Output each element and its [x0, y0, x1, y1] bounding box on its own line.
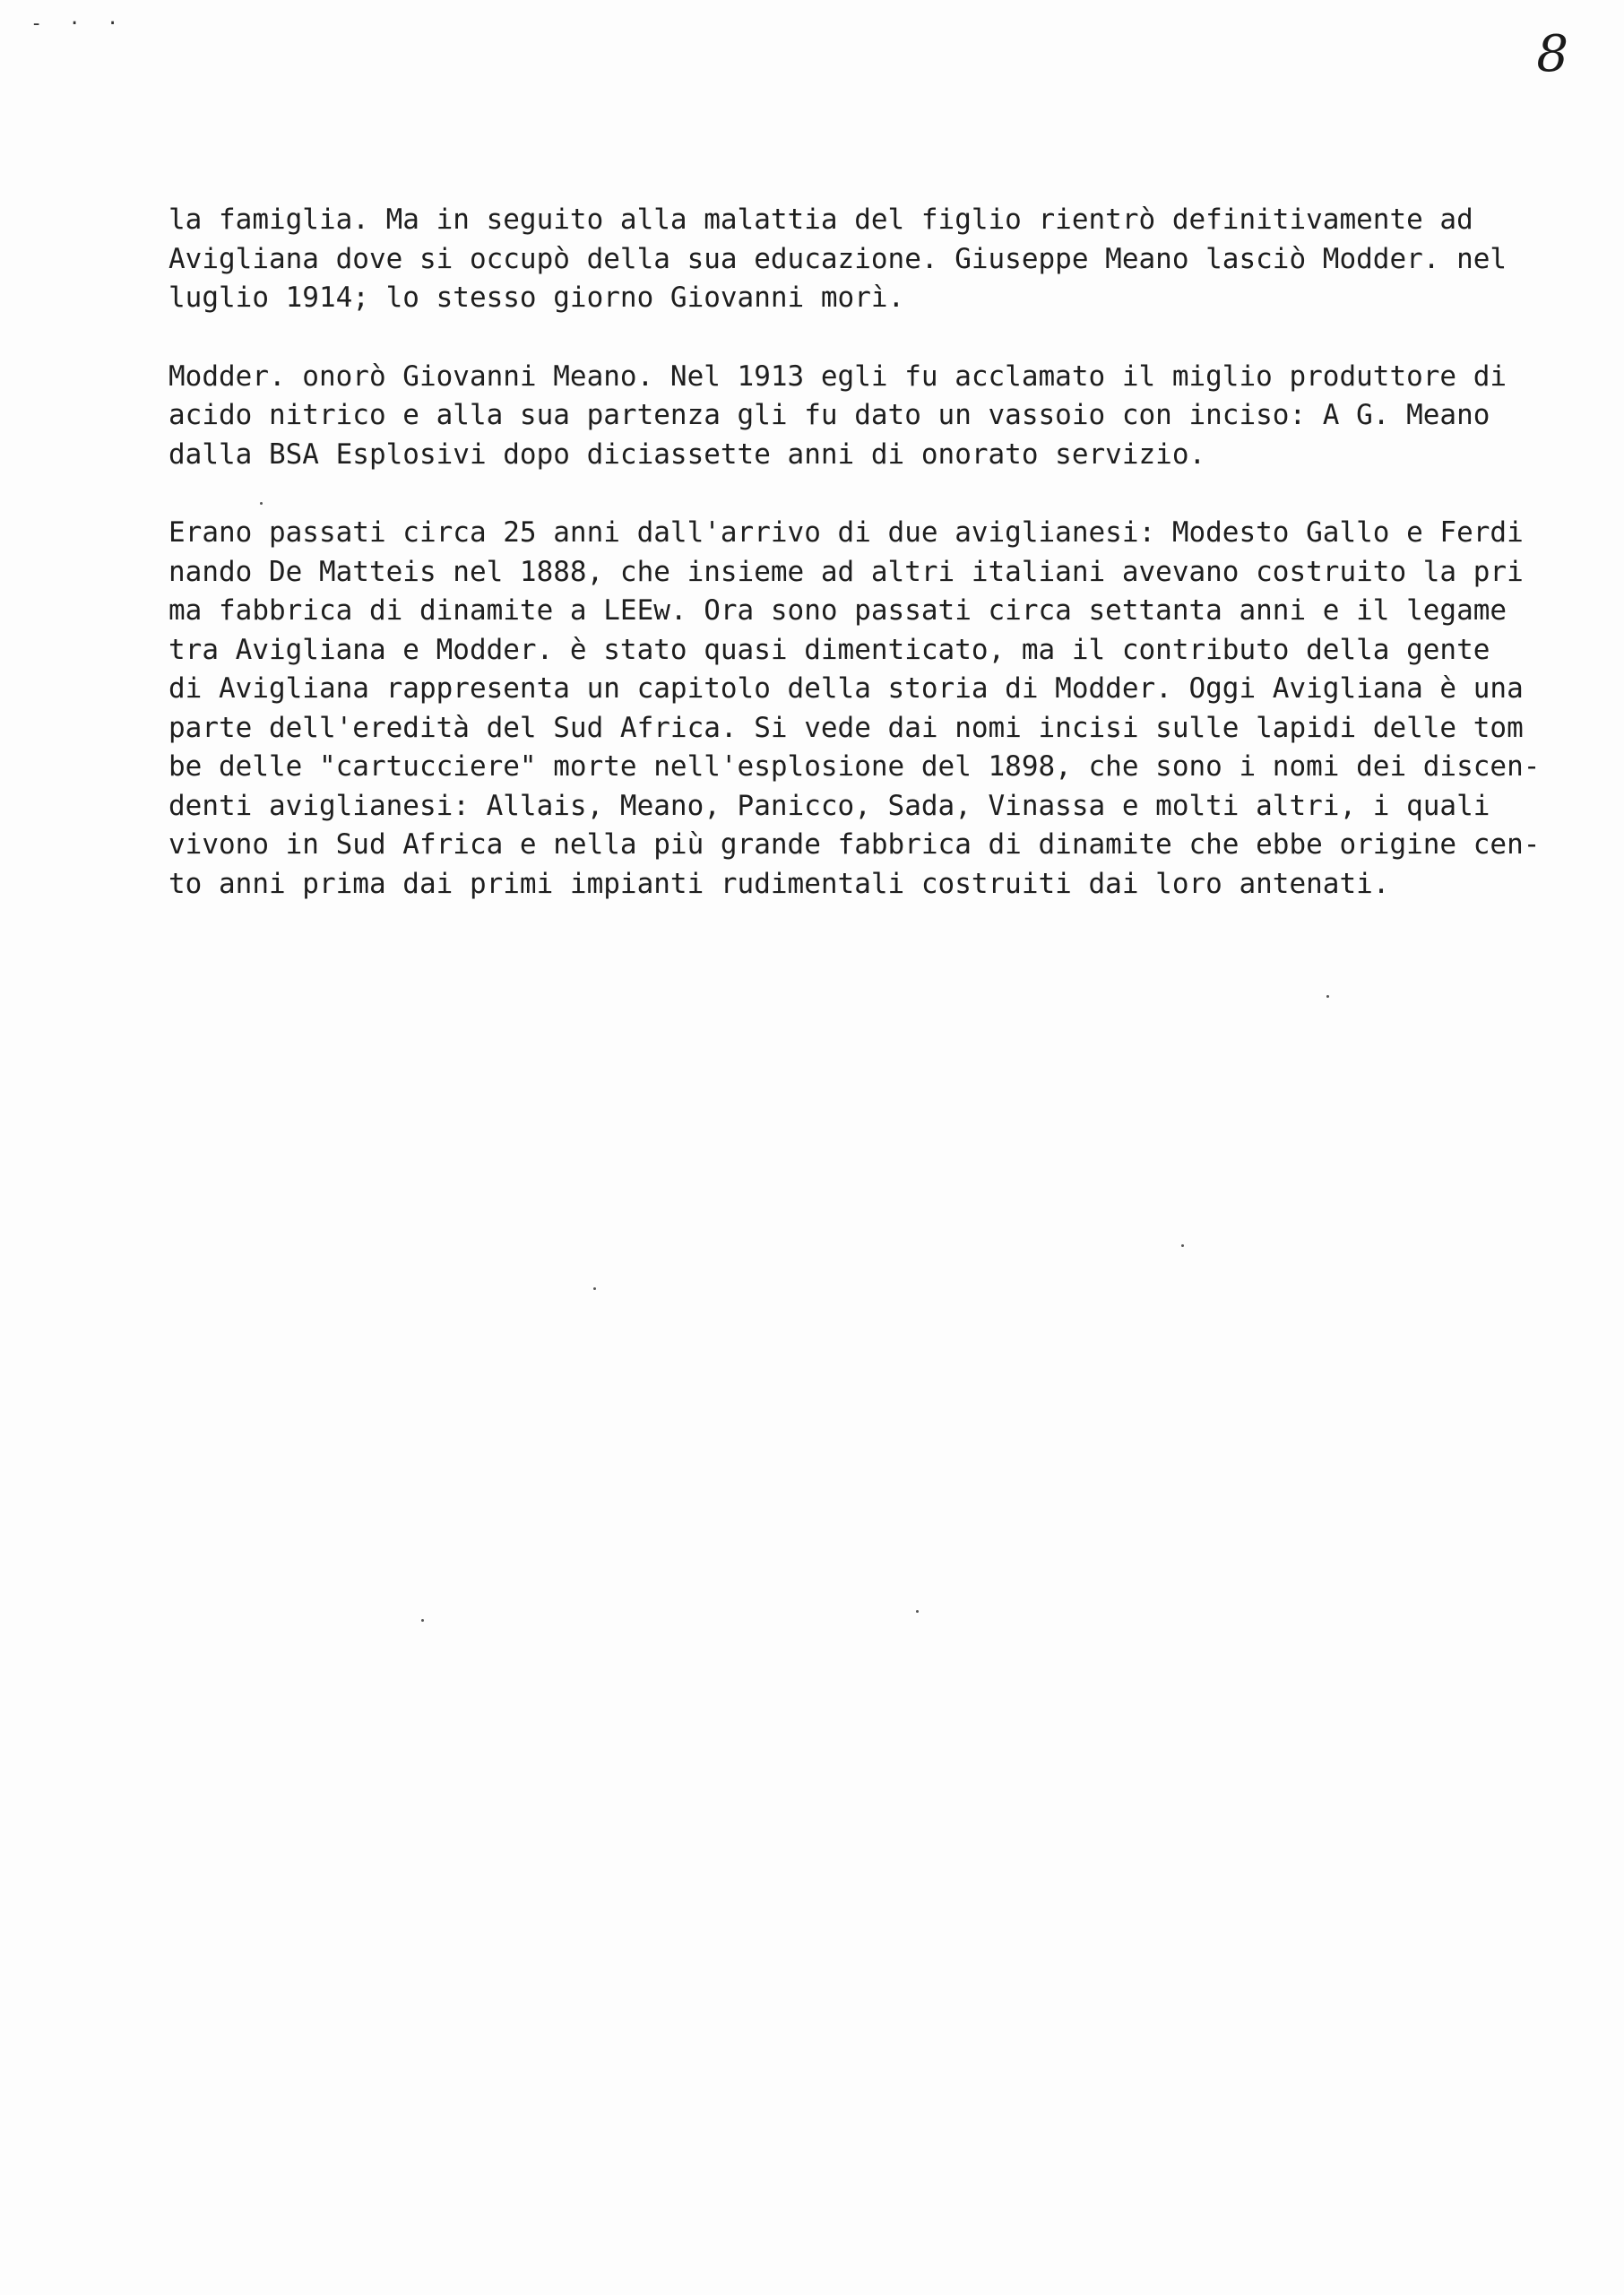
- paragraph-2: [168, 358, 1531, 475]
- text-line: vivono in Sud Africa e nella più grande fabbrica di dinamite che ebbe origine cen-: [168, 828, 1541, 861]
- text-line: denti aviglianesi: Allais, Meano, Panicco, Sada, Vinassa e molti altri, i quali: [168, 789, 1490, 822]
- scan-speck: [421, 1619, 424, 1622]
- scan-speck: [593, 1287, 596, 1290]
- text-line: ma fabbrica di dinamite a LEEw. Ora sono passati circa settanta anni e il legame: [168, 594, 1507, 627]
- scan-speck: [1326, 995, 1329, 998]
- paragraph-1: [168, 201, 1531, 318]
- text-line: la famiglia. Ma in seguito alla malattia del figlio rientrò definitivamente ad: [168, 204, 1473, 236]
- scan-speck: [916, 1610, 919, 1613]
- text-line: tra Avigliana e Modder. è stato quasi dimenticato, ma il contributo della gente: [168, 633, 1490, 666]
- scan-speck: [1181, 1244, 1184, 1247]
- page-number: 8: [1536, 25, 1568, 83]
- corner-marks: - · ·: [30, 13, 126, 35]
- text-line: luglio 1914; lo stesso giorno Giovanni morì.: [168, 281, 905, 314]
- text-line: dalla BSA Esplosivi dopo diciassette anni di onorato servizio.: [168, 437, 1206, 471]
- text-line: nando De Matteis nel 1888, che insieme ad altri italiani avevano costruito la pri: [168, 555, 1524, 588]
- text-line: di Avigliana rappresenta un capitolo della storia di Modder. Oggi Avigliana è una: [168, 672, 1524, 705]
- text-line: Avigliana dove si occupò della sua educazione. Giuseppe Meano lasciò Modder. nel: [168, 242, 1507, 275]
- text-line: to anni prima dai primi impianti rudimentali costruiti dai loro antenati.: [168, 867, 1390, 900]
- text-line: acido nitrico e alla sua partenza gli fu dato un vassoio con inciso: A G. Meano: [168, 399, 1490, 431]
- text-line: be delle "cartucciere" morte nell'esplosione del 1898, che sono i nomi dei discen-: [168, 750, 1541, 783]
- text-line: parte dell'eredità del Sud Africa. Si vede dai nomi incisi sulle lapidi delle tom: [168, 711, 1524, 744]
- scan-speck: [260, 502, 263, 505]
- body-text: [168, 201, 1541, 943]
- paragraph-3: [168, 514, 1541, 904]
- text-line: Modder. onorò Giovanni Meano. Nel 1913 egli fu acclamato il miglio produttore di: [168, 359, 1507, 393]
- text-line: Erano passati circa 25 anni dall'arrivo di due aviglianesi: Modesto Gallo e Ferdi: [168, 516, 1524, 549]
